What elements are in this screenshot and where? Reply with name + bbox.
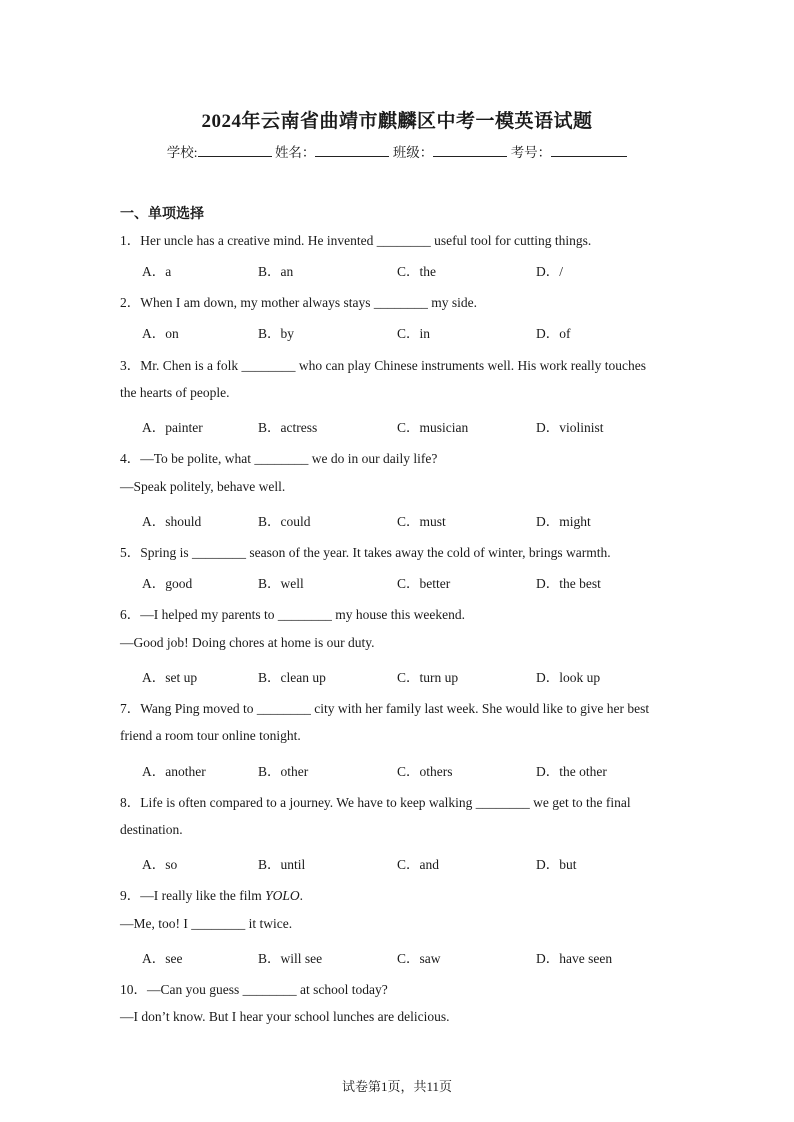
- option-b[interactable]: B．clean up: [258, 670, 326, 685]
- option-a[interactable]: A．see: [142, 951, 183, 966]
- question-10-response: —I don’t know. But I hear your school lunches are delicious.: [120, 1009, 450, 1024]
- option-c[interactable]: C．must: [397, 514, 446, 529]
- option-a[interactable]: A．good: [142, 576, 193, 591]
- question-5: 5．Spring is ________ season of the year. It takes away the cold of winter, brings warmth.: [120, 545, 611, 560]
- option-a[interactable]: A．a: [142, 264, 172, 279]
- option-a[interactable]: A．on: [142, 326, 179, 341]
- question-8: 8．Life is often compared to a journey. We have to keep walking ________ we get to the final: [120, 795, 631, 810]
- question-4: 4．—To be polite, what ________ we do in our daily life?: [120, 451, 438, 466]
- exam-number-label: 考号：: [510, 145, 552, 160]
- question-9: [120, 884, 303, 904]
- option-d[interactable]: D．look up: [536, 670, 601, 685]
- school-label: 学校:: [166, 145, 198, 160]
- school-blank[interactable]: [198, 143, 272, 157]
- question-10: 10．—Can you guess ________ at school today?: [120, 982, 388, 997]
- section-heading: 一、单项选择: [120, 207, 204, 222]
- option-a[interactable]: A．should: [142, 514, 202, 529]
- question-9-options: [142, 947, 702, 965]
- option-b[interactable]: B．will see: [258, 951, 323, 966]
- option-d[interactable]: D．the best: [536, 576, 601, 591]
- film-title: YOLO: [265, 888, 300, 903]
- option-d[interactable]: D．/: [536, 264, 563, 279]
- question-2-options: [142, 322, 702, 340]
- exam-number-blank[interactable]: [551, 143, 627, 157]
- name-blank[interactable]: [315, 143, 389, 157]
- option-b[interactable]: B．well: [258, 576, 304, 591]
- option-c[interactable]: C．musician: [397, 420, 469, 435]
- question-6: 6．—I helped my parents to ________ my house this weekend.: [120, 607, 465, 622]
- question-7-options: [142, 760, 702, 778]
- option-a[interactable]: A．set up: [142, 670, 198, 685]
- option-c[interactable]: C．better: [397, 576, 451, 591]
- name-label: 姓名：: [274, 145, 316, 160]
- question-6-response: —Good job! Doing chores at home is our duty.: [120, 635, 375, 650]
- option-d[interactable]: D．have seen: [536, 951, 613, 966]
- question-3-options: [142, 416, 702, 434]
- option-b[interactable]: B．an: [258, 264, 294, 279]
- option-a[interactable]: A．so: [142, 857, 178, 872]
- option-a[interactable]: A．painter: [142, 420, 203, 435]
- class-label: 班级：: [392, 145, 434, 160]
- option-c[interactable]: C．and: [397, 857, 439, 872]
- question-4-options: [142, 510, 702, 528]
- question-4-response: —Speak politely, behave well.: [120, 479, 286, 494]
- question-1-options: [142, 260, 702, 278]
- option-d[interactable]: D．but: [536, 857, 577, 872]
- option-d[interactable]: D．violinist: [536, 420, 604, 435]
- question-9-text: 9．—I really like the film: [120, 888, 266, 903]
- question-1: 1．Her uncle has a creative mind. He invented ________ useful tool for cutting things.: [120, 233, 592, 248]
- question-3-continued: the hearts of people.: [120, 385, 230, 400]
- question-9-punct: .: [299, 888, 303, 903]
- student-info-line: [0, 141, 794, 161]
- question-6-options: [142, 666, 702, 684]
- option-b[interactable]: B．actress: [258, 420, 318, 435]
- option-b[interactable]: B．until: [258, 857, 306, 872]
- option-c[interactable]: C．in: [397, 326, 431, 341]
- option-c[interactable]: C．turn up: [397, 670, 459, 685]
- option-a[interactable]: A．another: [142, 764, 206, 779]
- question-2: 2．When I am down, my mother always stays ________ my side.: [120, 295, 477, 310]
- option-b[interactable]: B．other: [258, 764, 309, 779]
- option-c[interactable]: C．saw: [397, 951, 441, 966]
- option-d[interactable]: D．of: [536, 326, 571, 341]
- page-footer: 试卷第1页，共11页: [341, 1079, 453, 1094]
- option-c[interactable]: C．others: [397, 764, 453, 779]
- question-7-continued: friend a room tour online tonight.: [120, 728, 301, 743]
- class-blank[interactable]: [433, 143, 507, 157]
- option-b[interactable]: B．by: [258, 326, 295, 341]
- option-c[interactable]: C．the: [397, 264, 436, 279]
- exam-title: 2024年云南省曲靖市麒麟区中考一模英语试题: [201, 111, 593, 132]
- question-5-options: [142, 572, 702, 590]
- question-8-options: [142, 853, 702, 871]
- option-d[interactable]: D．might: [536, 514, 591, 529]
- option-d[interactable]: D．the other: [536, 764, 607, 779]
- question-7: 7．Wang Ping moved to ________ city with her family last week. She would like to give her best: [120, 701, 650, 716]
- question-8-continued: destination.: [120, 822, 183, 837]
- option-b[interactable]: B．could: [258, 514, 311, 529]
- question-3: 3．Mr. Chen is a folk ________ who can play Chinese instruments well. His work really touches: [120, 358, 647, 373]
- question-9-response: —Me, too! I ________ it twice.: [120, 916, 293, 931]
